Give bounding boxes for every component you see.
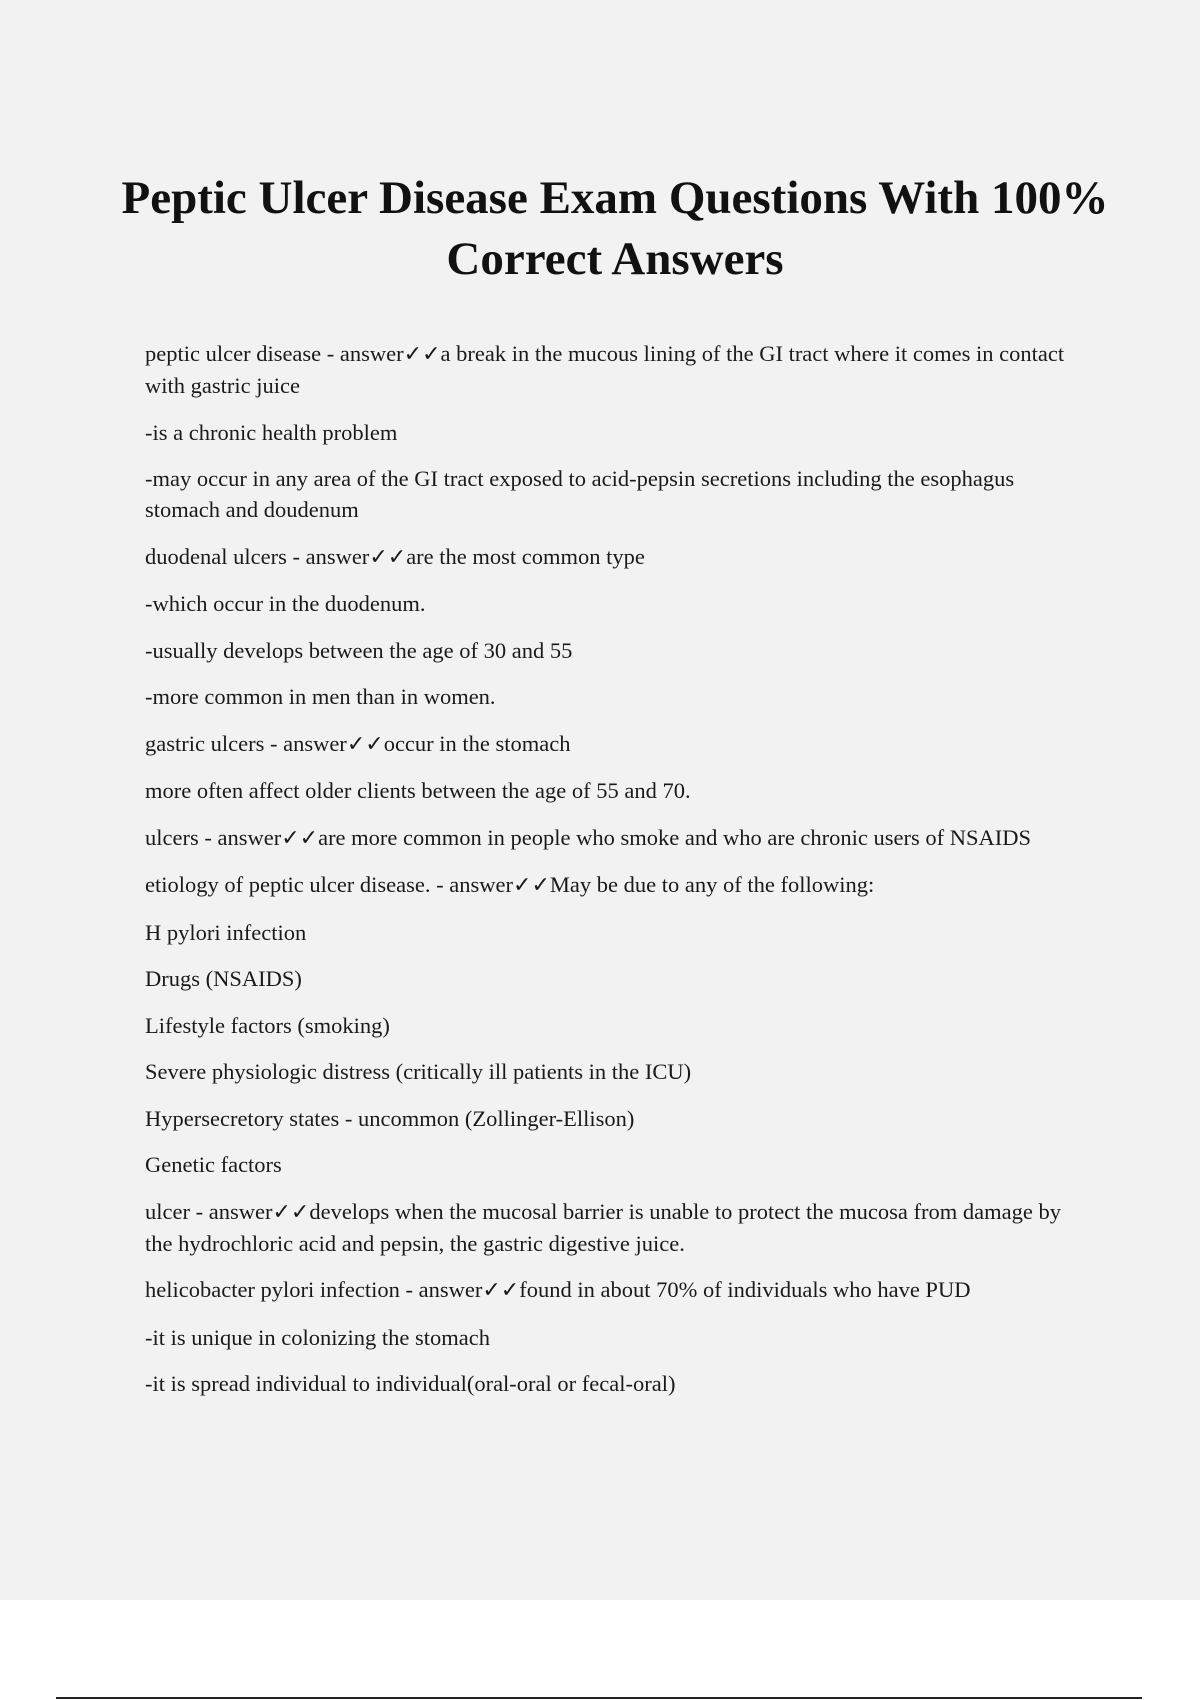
text-line: -more common in men than in women.	[145, 684, 496, 709]
qa-answer: a break in the mucous lining of the GI tract where it comes in contact with gastric juice	[145, 341, 1065, 398]
double-check-icon: ✓✓	[281, 825, 319, 851]
double-check-icon: ✓✓	[369, 544, 407, 570]
answer-label: answer	[449, 872, 514, 897]
double-check-icon: ✓✓	[482, 1278, 520, 1303]
qa-term: duodenal ulcers -	[145, 543, 306, 569]
text-line: more often affect older clients between the age of 55 and 70.	[145, 778, 691, 803]
document-body	[145, 338, 1085, 1415]
qa-answer: May be due to any of the following:	[549, 872, 875, 897]
document-title: Peptic Ulcer Disease Exam Questions With 100% Correct Answers	[121, 172, 1109, 285]
qa-term: ulcer -	[145, 1198, 209, 1224]
text-line: Severe physiologic distress (critically ill patients in the ICU)	[145, 1059, 692, 1084]
qa-answer: found in about 70% of individuals who have PUD	[519, 1277, 971, 1302]
text-line: -is a chronic health problem	[145, 419, 398, 445]
qa-answer: occur in the stomach	[383, 730, 571, 756]
text-line: H pylori infection	[145, 919, 307, 945]
double-check-icon: ✓✓	[346, 731, 384, 757]
text-line: Genetic factors	[145, 1152, 282, 1177]
answer-label: answer	[305, 543, 370, 569]
qa-item	[145, 1274, 1085, 1306]
qa-item	[145, 1196, 1085, 1259]
qa-answer: are more common in people who smoke and who are chronic users of NSAIDS	[318, 824, 1032, 850]
page-footer-rule	[56, 1697, 1142, 1699]
text-line: -it is unique in colonizing the stomach	[145, 1324, 490, 1350]
answer-label: answer	[208, 1198, 273, 1224]
qa-term: ulcers -	[145, 824, 218, 850]
qa-term: etiology of peptic ulcer disease. -	[145, 872, 450, 897]
double-check-icon: ✓✓	[272, 1199, 310, 1225]
text-line: Drugs (NSAIDS)	[145, 966, 302, 991]
text-line: -usually develops between the age of 30 and 55	[145, 637, 573, 663]
qa-term: gastric ulcers -	[145, 730, 284, 756]
text-line: -it is spread individual to individual(oral-oral or fecal-oral)	[145, 1371, 676, 1396]
qa-term: peptic ulcer disease -	[145, 341, 340, 366]
qa-item	[145, 869, 1085, 901]
text-line: -may occur in any area of the GI tract exposed to acid-pepsin secretions including the esophagus stomach and doudenum	[145, 466, 1015, 522]
qa-answer: develops when the mucosal barrier is unable to protect the mucosa from damage by the hydrochloric acid and pepsin, the gastric digestive juice.	[145, 1198, 1061, 1256]
qa-item	[145, 822, 1085, 854]
text-line: Hypersecretory states - uncommon (Zollinger-Ellison)	[145, 1105, 635, 1131]
double-check-icon: ✓✓	[513, 873, 550, 898]
qa-answer: are the most common type	[406, 543, 645, 569]
answer-label: answer	[418, 1277, 483, 1302]
text-line: -which occur in the duodenum.	[145, 591, 426, 616]
answer-label: answer	[283, 730, 347, 756]
answer-label: answer	[339, 341, 404, 366]
qa-item	[145, 728, 1085, 760]
double-check-icon: ✓✓	[403, 342, 441, 367]
answer-label: answer	[217, 824, 282, 850]
qa-item	[145, 338, 1085, 401]
text-line: Lifestyle factors (smoking)	[145, 1012, 390, 1038]
qa-item	[145, 541, 1085, 573]
qa-term: helicobacter pylori infection -	[145, 1277, 419, 1302]
